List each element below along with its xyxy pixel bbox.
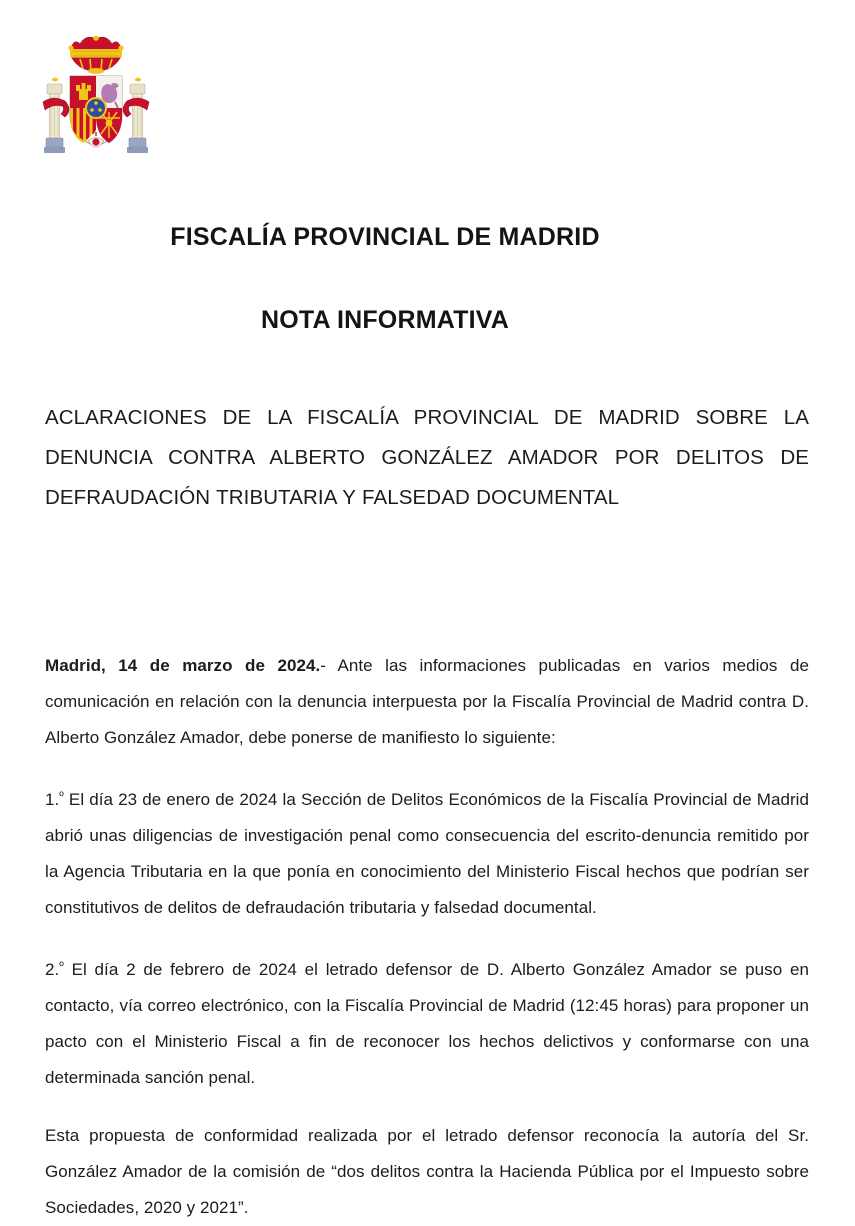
item-2-text: El día 2 de febrero de 2024 el letrado defensor de D. Alberto González Amador se puso en contacto, vía correo electrónico, con la Fiscalía Provincial de Madrid (12:45 horas) para proponer un pacto con el Ministerio Fiscal a fin de reconocer los hechos delictivos y conformarse con una determinada sanción penal. (45, 960, 809, 1088)
document-heading-block (45, 222, 725, 337)
document-body (45, 648, 809, 1226)
paragraph-conformity: Esta propuesta de conformidad realizada por el letrado defensor reconocía la autoría del Sr. González Amador de la comisión de “dos delitos contra la Hacienda Pública por el Impuesto sobre Sociedades, 2020 y 2021”. (45, 1126, 809, 1218)
item-2-ordinal-mark: º (59, 959, 64, 974)
item-2-number: 2. (45, 960, 60, 980)
dateline-continuation: - Ante las informaciones publicadas en varios medios de comunicación en relación con la denuncia interpuesta por la Fiscalía Provincial de Madrid contra D. Alberto González Amador, debe ponerse de manifiesto lo siguiente: (45, 656, 809, 747)
document-lead-statement: ACLARACIONES DE LA FISCALÍA PROVINCIAL DE MADRID SOBRE LA DENUNCIA CONTRA ALBERTO GONZÁLEZ AMADOR POR DELITOS DE DEFRAUDACIÓN TRIBUTARIA Y FALSEDAD DOCUMENTAL (45, 406, 809, 509)
dateline-text: Madrid, 14 de marzo de 2024. (45, 656, 321, 675)
paragraph-dateline (45, 648, 809, 756)
item-1-text: El día 23 de enero de 2024 la Sección de Delitos Económicos de la Fiscalía Provincial de Madrid abrió unas diligencias de investigación penal como consecuencia del escrito-denuncia remitido por la Agencia Tributaria en la que ponía en conocimiento del Ministerio Fiscal hechos que podrían ser constitutivos de delitos de defraudación tributaria y falsedad documental. (45, 790, 809, 918)
lead-block (45, 398, 809, 518)
item-1-ordinal-mark: º (59, 789, 64, 803)
document-type-title: NOTA INFORMATIVA (260, 306, 510, 335)
paragraph-item-1 (45, 778, 809, 926)
page-title: FISCALÍA PROVINCIAL DE MADRID (170, 223, 600, 251)
item-1-number: 1. (45, 790, 60, 810)
spanish-coat-of-arms-icon (40, 36, 152, 158)
paragraph-item-2 (45, 948, 809, 1096)
